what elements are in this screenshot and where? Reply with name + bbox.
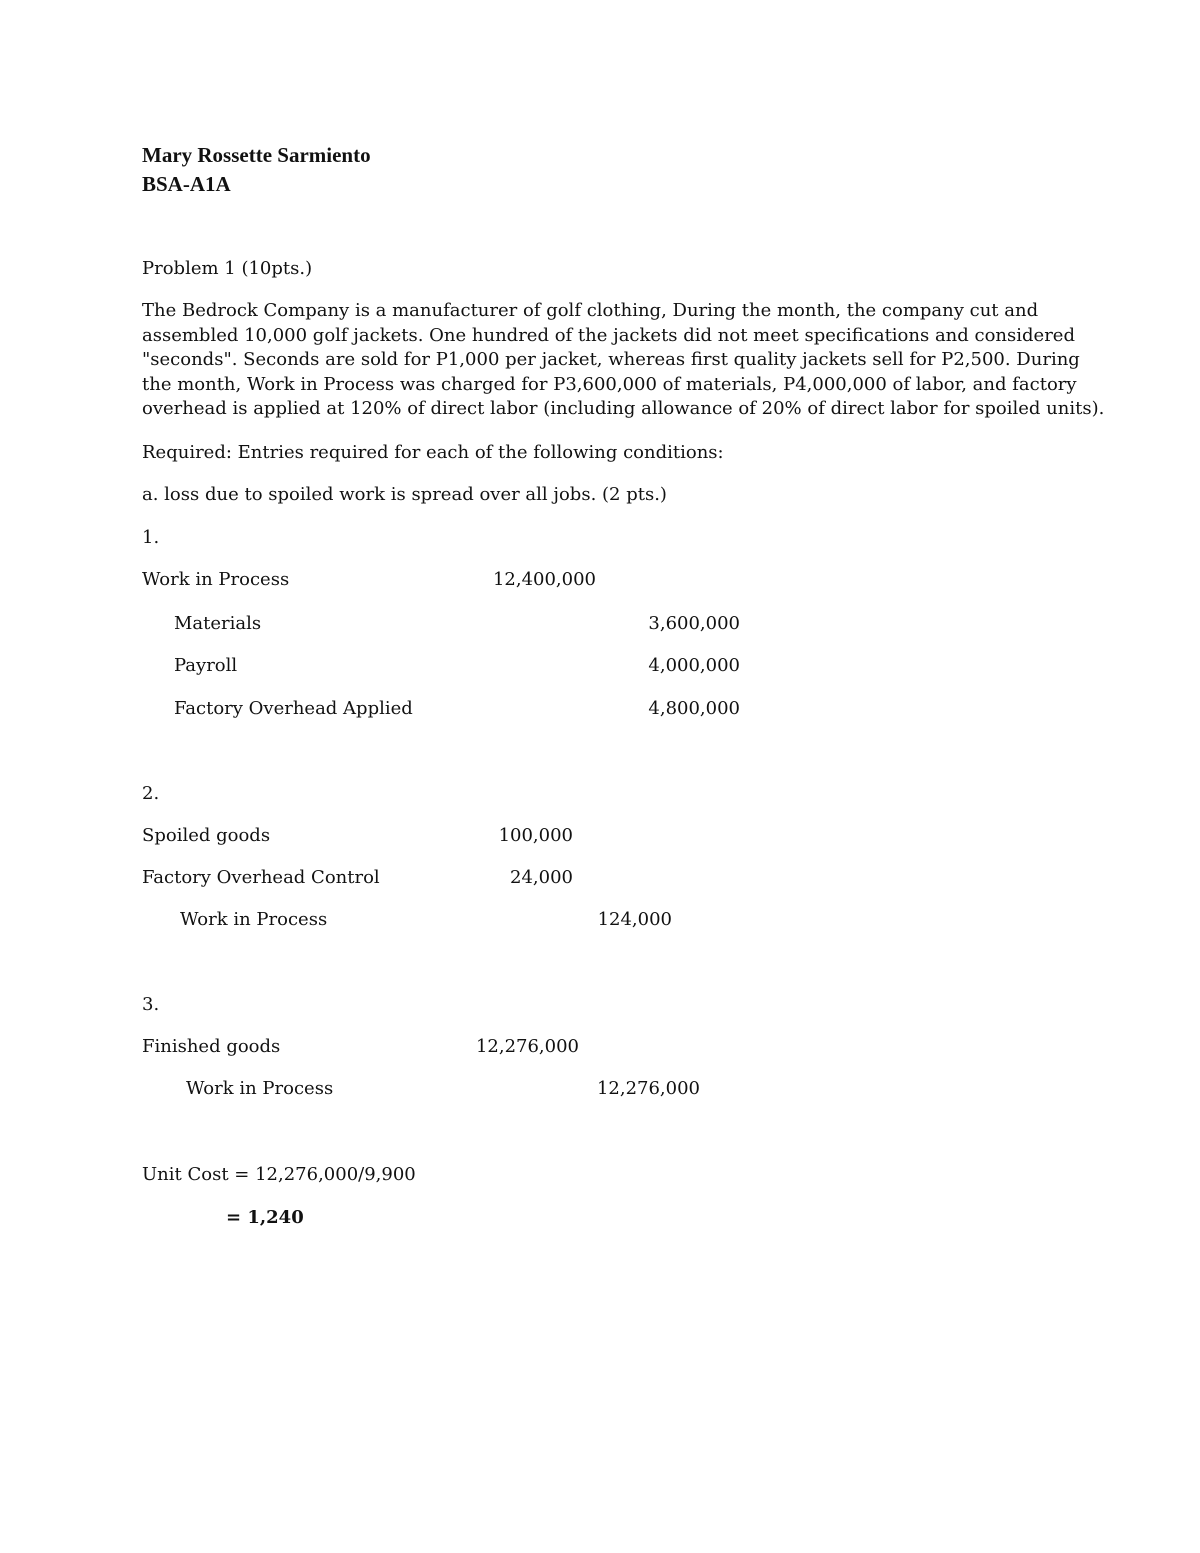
student-name: Mary Rossette Sarmiento (142, 143, 371, 167)
problem-line: the month, Work in Process was charged for P3,600,000 of materials, P4,000,000 of labor, and factory (142, 373, 1077, 395)
problem-statement (142, 299, 1105, 422)
entry-2-debit-account: Spoiled goods (142, 825, 271, 846)
entry-2-credit-account: Work in Process (180, 909, 328, 930)
entry-1-credit-account: Factory Overhead Applied (174, 698, 413, 719)
unit-cost-formula: Unit Cost = 12,276,000/9,900 (142, 1164, 416, 1185)
problem-line: The Bedrock Company is a manufacturer of golf clothing, During the month, the company cut and (142, 300, 1039, 321)
entry-1-debit-account: Work in Process (142, 569, 290, 590)
entry-1-credit-amount: 3,600,000 (648, 613, 740, 634)
entry-3-credit-account: Work in Process (186, 1078, 334, 1099)
entry-2-credit-amount: 124,000 (597, 909, 672, 930)
entry-2-number: 2. (142, 783, 160, 804)
required-text: Required: Entries required for each of the following conditions: (142, 442, 724, 463)
entry-1-debit-amount: 12,400,000 (492, 569, 596, 590)
problem-line: overhead is applied at 120% of direct labor (including allowance of 20% of direct labor for spoiled units). (142, 398, 1105, 420)
entry-1-number: 1. (142, 527, 160, 548)
entry-3-number: 3. (142, 994, 160, 1015)
entry-1-credit-amount: 4,000,000 (648, 655, 740, 676)
entry-3-credit-amount: 12,276,000 (596, 1078, 700, 1099)
unit-cost-result: = 1,240 (226, 1207, 304, 1228)
entry-2-debit-amount: 24,000 (510, 867, 573, 888)
entry-1-credit-account: Materials (174, 613, 262, 634)
problem-title: Problem 1 (10pts.) (142, 258, 313, 279)
entry-3-debit-account: Finished goods (142, 1036, 281, 1057)
problem-line: "seconds". Seconds are sold for P1,000 per jacket, whereas first quality jackets sell for P2,500. During (142, 349, 1080, 371)
condition-a: a. loss due to spoiled work is spread over all jobs. (2 pts.) (142, 484, 667, 505)
entry-3-debit-amount: 12,276,000 (475, 1036, 579, 1057)
entry-2-debit-amount: 100,000 (498, 825, 573, 846)
entry-1-credit-account: Payroll (174, 655, 238, 676)
problem-line: assembled 10,000 golf jackets. One hundred of the jackets did not meet specifications and considered (142, 324, 1075, 346)
entry-1-credit-amount: 4,800,000 (648, 698, 740, 719)
entry-2-debit-account: Factory Overhead Control (142, 867, 380, 888)
section-label: BSA-A1A (142, 172, 231, 196)
